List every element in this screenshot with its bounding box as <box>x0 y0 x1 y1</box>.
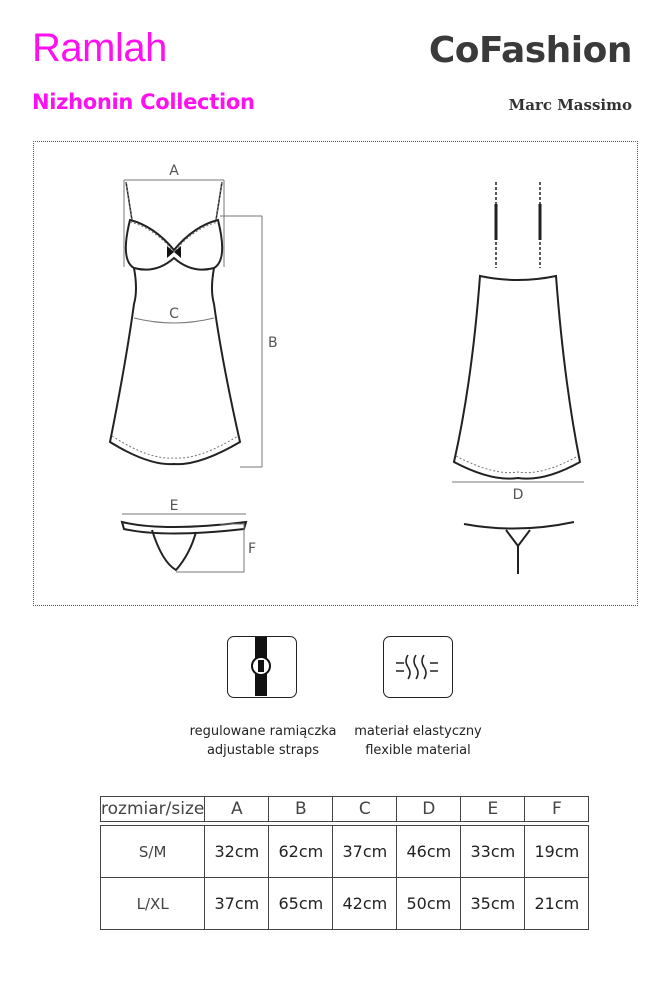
feature-label-en: adjustable straps <box>206 743 320 758</box>
column-header-a: A <box>205 796 269 822</box>
label-d: D <box>512 487 524 503</box>
bow-icon <box>167 246 181 258</box>
label-f: F <box>248 541 257 557</box>
label-a: A <box>169 163 179 179</box>
lace-trim-back <box>456 456 578 473</box>
table-cell: 46cm <box>397 826 461 878</box>
label-e: E <box>169 498 179 514</box>
feature-flexible-material <box>338 722 498 760</box>
table-cell: 62cm <box>269 826 333 878</box>
size-table <box>100 796 589 930</box>
table-cell: 19cm <box>525 826 589 878</box>
table-cell: 33cm <box>461 826 525 878</box>
feature-adjustable-straps <box>178 722 348 760</box>
brand-logo: CoFashion <box>428 30 632 71</box>
feature-label-en: flexible material <box>365 743 471 758</box>
collection-name: Nizhonin Collection <box>32 90 255 114</box>
technical-drawing <box>33 141 638 606</box>
table-cell: 32cm <box>205 826 269 878</box>
table-cell: 37cm <box>333 826 397 878</box>
feature-label-pl: materiał elastyczny <box>354 724 482 739</box>
adjustable-strap-icon <box>227 636 297 698</box>
garment-diagram <box>34 142 639 607</box>
dimension-b <box>220 216 262 467</box>
table-row <box>100 878 589 930</box>
column-header-e: E <box>461 796 525 822</box>
table-cell: 35cm <box>461 878 525 930</box>
column-header-b: B <box>269 796 333 822</box>
designer-name: Marc Massimo <box>508 96 632 114</box>
column-header-f: F <box>525 796 589 822</box>
flexible-material-icon <box>383 636 453 698</box>
column-header-d: D <box>397 796 461 822</box>
label-b: B <box>268 335 278 351</box>
thong-back <box>464 522 574 574</box>
size-table-header <box>100 796 589 822</box>
table-corner: rozmiar/size <box>100 796 205 822</box>
product-name: Ramlah <box>32 26 167 70</box>
table-cell: 65cm <box>269 878 333 930</box>
size-label: S/M <box>100 826 205 878</box>
table-cell: 37cm <box>205 878 269 930</box>
thong-front <box>122 522 246 570</box>
table-cell: 42cm <box>333 878 397 930</box>
table-row <box>100 826 589 878</box>
size-label: L/XL <box>100 878 205 930</box>
table-cell: 50cm <box>397 878 461 930</box>
feature-label-pl: regulowane ramiączka <box>189 724 337 739</box>
chemise-back <box>454 182 580 479</box>
column-header-c: C <box>333 796 397 822</box>
table-cell: 21cm <box>525 878 589 930</box>
label-c: C <box>169 306 179 322</box>
